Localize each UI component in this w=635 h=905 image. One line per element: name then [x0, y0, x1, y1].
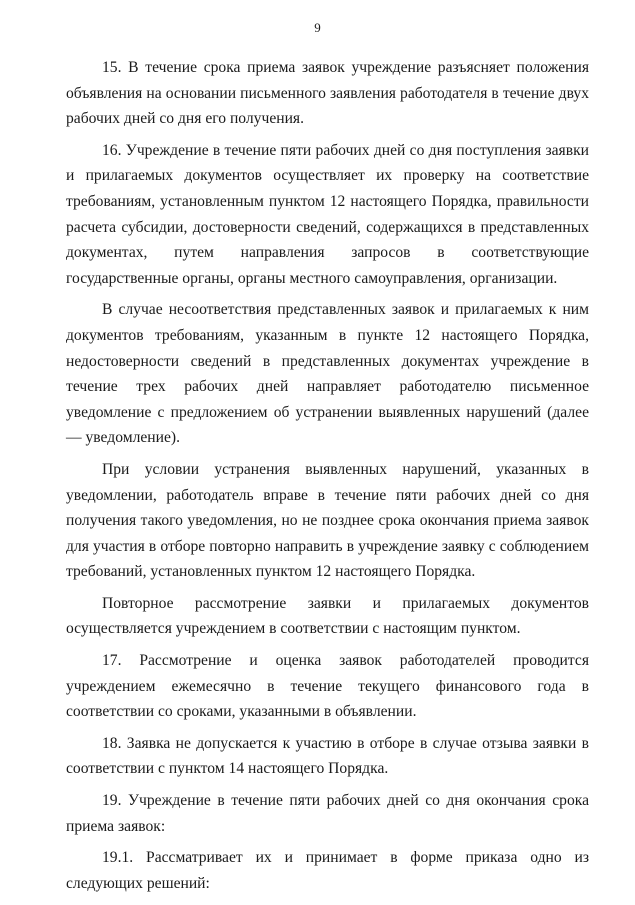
paragraph-16-nonconformity: В случае несоответствия представленных заявок и прилагаемых к ним документов требованиям, указанным в пункте 12 настоящего Порядка, недостоверности сведений в представленных документах учреждение в течение трех рабочих дней направляет работодателю письменное уведомление с предложением об устранении выявленных нарушений (далее — уведомление).	[66, 301, 589, 447]
paragraph-16-repeat-review: Повторное рассмотрение заявки и прилагаемых документов осуществляется учреждением в соответствии с настоящим пунктом.	[66, 594, 589, 638]
paragraph-17: 17. Рассмотрение и оценка заявок работодателей проводится учреждением ежемесячно в течение текущего финансового года в соответствии со сроками, указанными в объявлении.	[66, 652, 589, 721]
paragraph-15: 15. В течение срока приема заявок учреждение разъясняет положения объявления на основании письменного заявления работодателя в течение двух рабочих дней со дня его получения.	[66, 59, 589, 128]
page-number: 9	[314, 20, 321, 35]
paragraph-19-1: 19.1. Рассматривает их и принимает в форме приказа одно из следующих решений:	[66, 849, 589, 892]
document-body	[66, 55, 589, 896]
paragraph-16-resubmission: При условии устранения выявленных нарушений, указанных в уведомлении, работодатель вправе в течение пяти рабочих дней со дня получения такого уведомления, но не позднее срока окончания приема заявок для участия в отборе повторно направить в учреждение заявку с соблюдением требований, установленных пунктом 12 настоящего Порядка.	[66, 460, 589, 581]
paragraph-16: 16. Учреждение в течение пяти рабочих дней со дня поступления заявки и прилагаемых документов осуществляет их проверку на соответствие требованиям, установленным пунктом 12 настоящего Порядка, правильности расчета субсидии, достоверности сведений, содержащихся в представленных документах, путем направления запросов в соответствующие государственные органы, органы местного самоуправления, организации.	[66, 141, 589, 287]
paragraph-18: 18. Заявка не допускается к участию в отборе в случае отзыва заявки в соответствии с пунктом 14 настоящего Порядка.	[66, 734, 589, 778]
paragraph-19: 19. Учреждение в течение пяти рабочих дней со дня окончания срока приема заявок:	[66, 792, 589, 835]
